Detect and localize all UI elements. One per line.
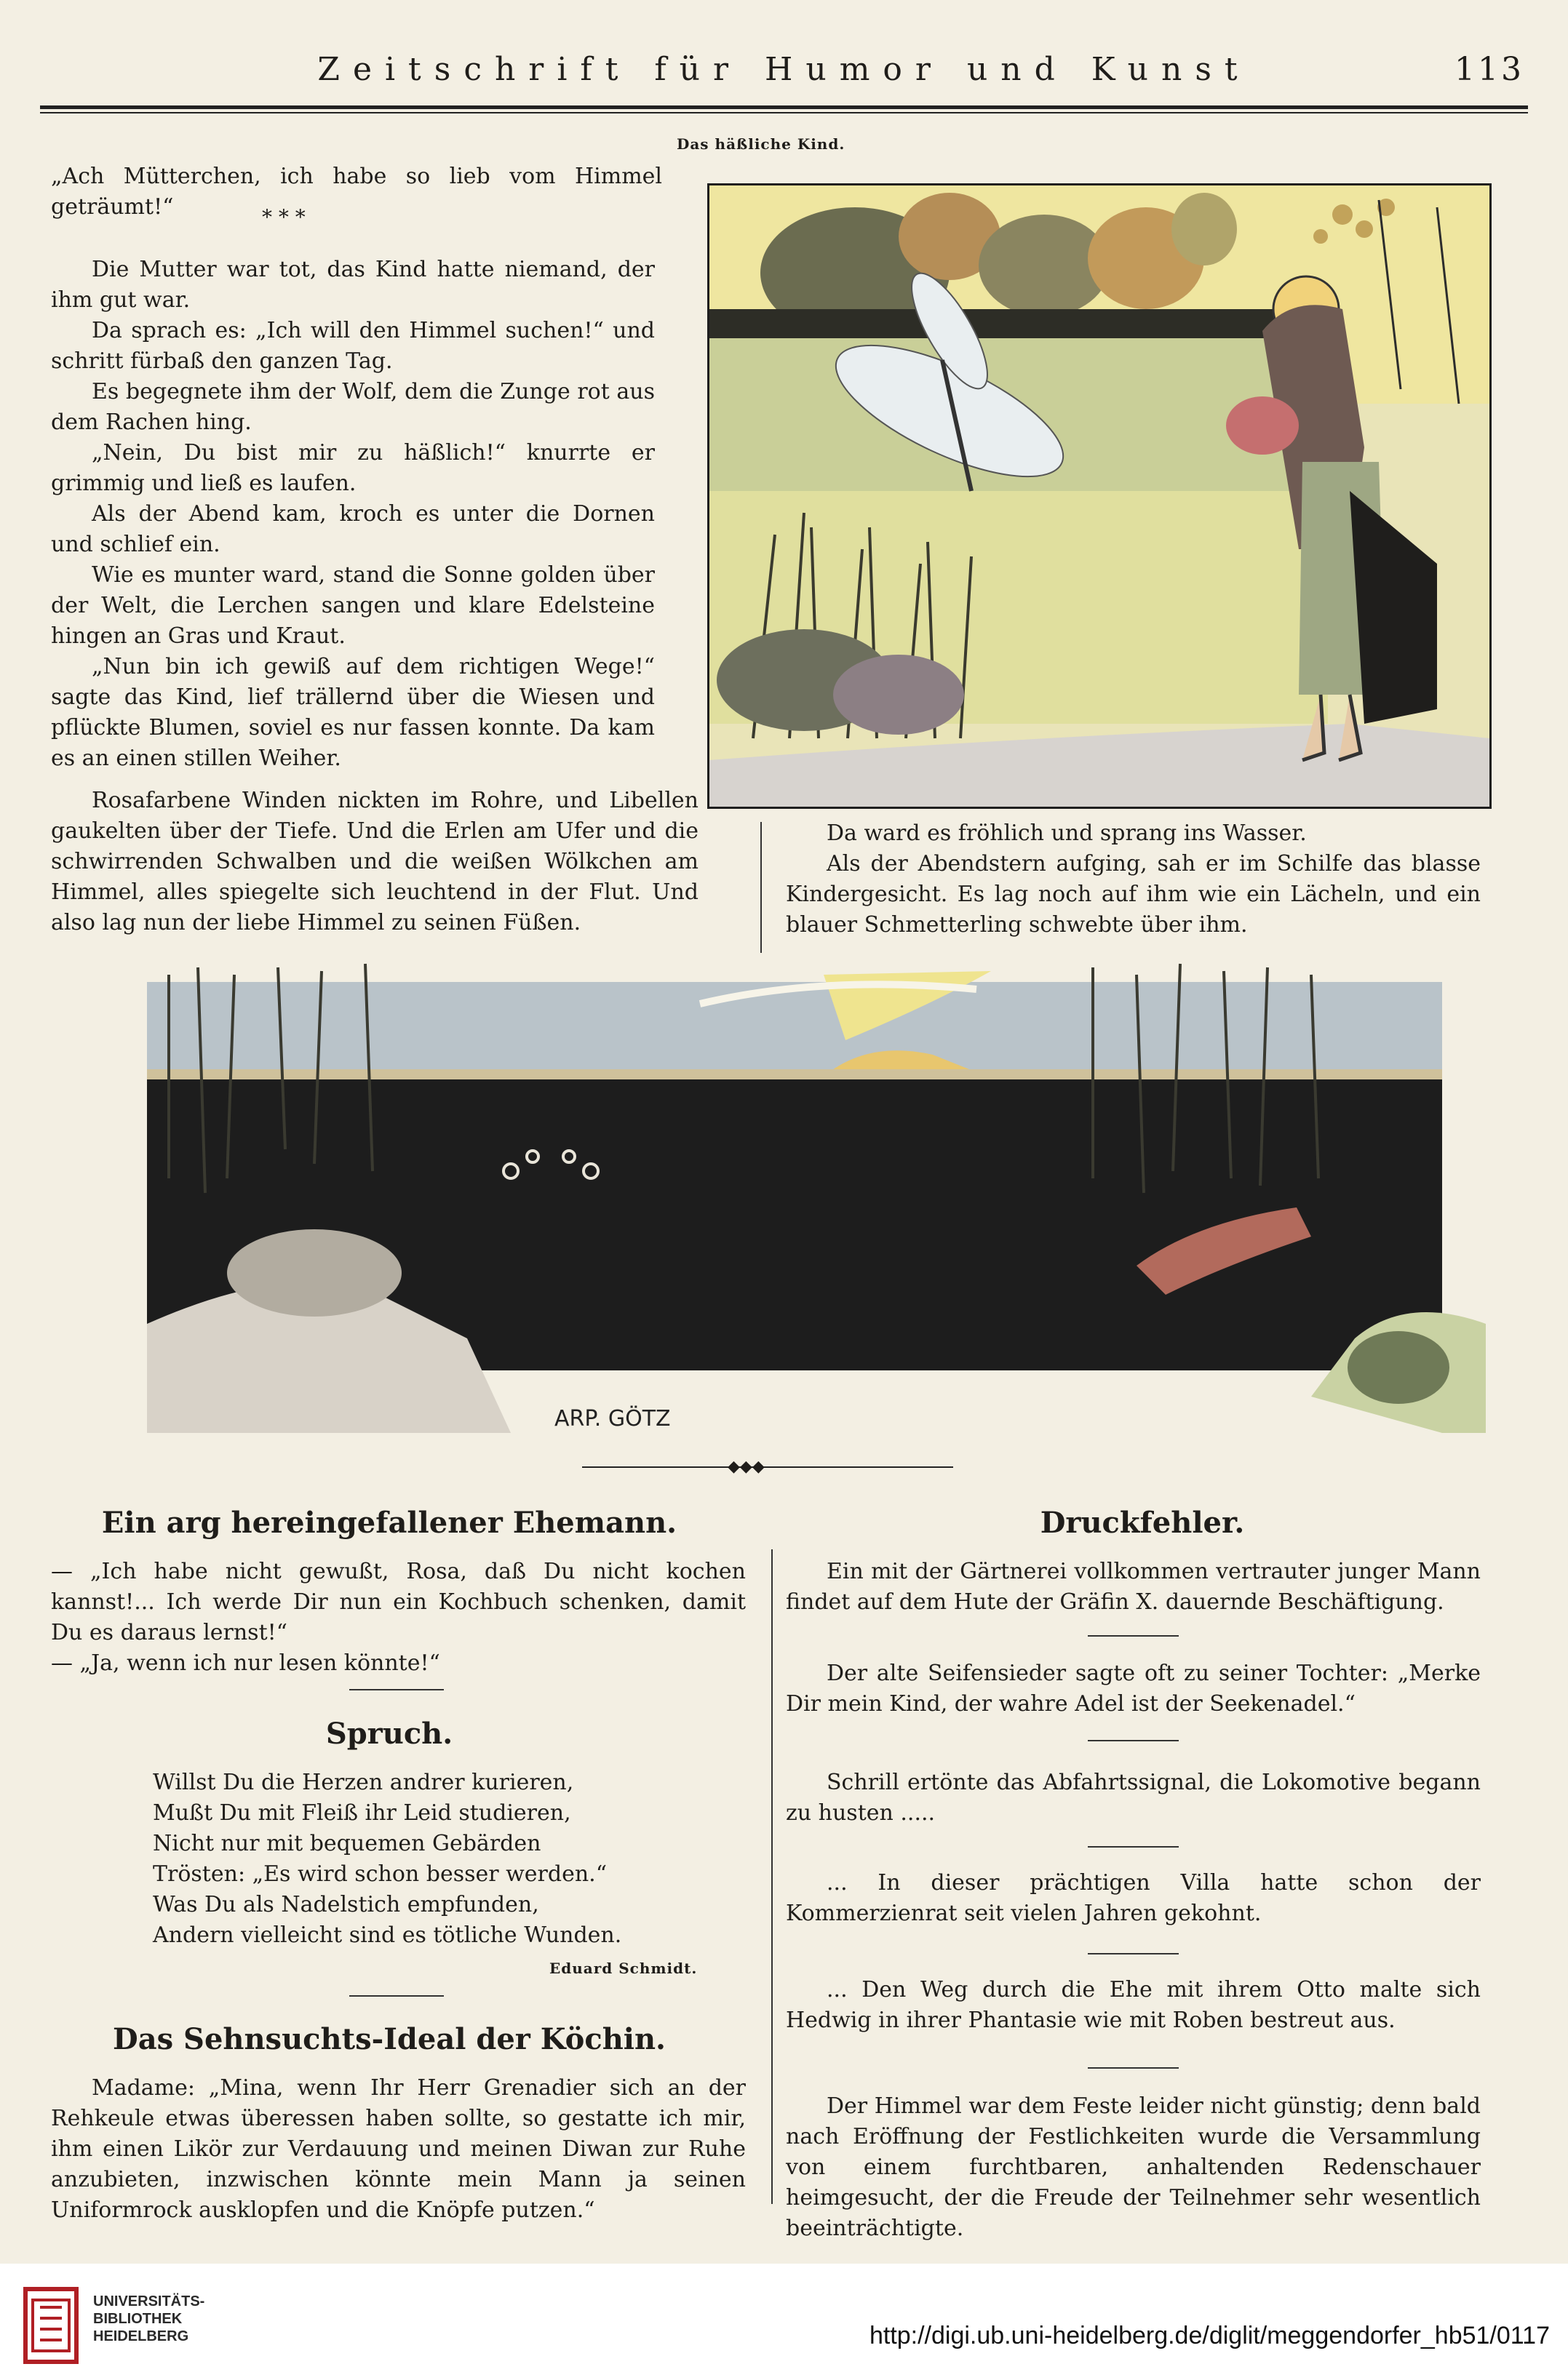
header-rule-thin bbox=[40, 112, 1528, 113]
druckfehler-item bbox=[786, 2091, 1481, 2244]
section-separator bbox=[1088, 1740, 1179, 1741]
section-title-spruch: Spruch. bbox=[325, 1717, 453, 1751]
druckfehler-item bbox=[786, 1868, 1481, 1929]
druckfehler-text: Der Himmel war dem Feste leider nicht günstig; denn bald nach Eröffnung der Festlichkeiten wurde die Versammlung von einem furchtbaren, anhaltenden Redenschauer heimgesucht, der die Freude der Teilnehmer sehr wesentlich beeinträchtigte. bbox=[786, 2093, 1481, 2241]
illustration-girl-at-pond bbox=[707, 183, 1492, 809]
story-right-column bbox=[786, 818, 1481, 941]
verse-line: Was Du als Nadelstich empfunden, bbox=[153, 1892, 539, 1917]
pond-illustration-image bbox=[709, 185, 1489, 807]
library-name-line: BIBLIOTHEK bbox=[93, 2311, 183, 2327]
digitization-footer bbox=[0, 2264, 1568, 2380]
section-stars: * * * bbox=[262, 205, 306, 229]
header-rule bbox=[40, 105, 1528, 109]
druckfehler-item bbox=[786, 1557, 1481, 1618]
story-paragraph: Die Mutter war tot, das Kind hatte niemand, der ihm gut war. bbox=[51, 257, 655, 313]
druckfehler-text: Der alte Seifensieder sagte oft zu seiner Tochter: „Merke Dir mein Kind, der wahre Adel ist der Seekenadel.“ bbox=[786, 1661, 1481, 1717]
druckfehler-text: Schrill ertönte das Abfahrtssignal, die Lokomotive begann zu husten ..... bbox=[786, 1770, 1481, 1826]
verse-line: Nicht nur mit bequemen Gebärden bbox=[153, 1831, 541, 1856]
section-title-druckfehler: Druckfehler. bbox=[1040, 1506, 1245, 1540]
story-paragraph: „Nun bin ich gewiß auf dem richtigen Wege!“ sagte das Kind, lief trällernd über die Wiesen und pflückte Blumen, soviel es nur fassen konnte. Da kam es an einen stillen Weiher. bbox=[51, 654, 655, 771]
verse-line: Trösten: „Es wird schon besser werden.“ bbox=[153, 1861, 608, 1887]
druckfehler-item bbox=[786, 1768, 1481, 1829]
spruch-author: Eduard Schmidt. bbox=[549, 1960, 698, 1977]
koechin-paragraph: Madame: „Mina, wenn Ihr Herr Grenadier sich an der Rehkeule etwas überessen haben sollte, so gestatte ich mir, ihm einen Likör zur Verdauung und meinen Diwan zur Ruhe anzubieten, inzwischen könnte mein Mann ja seinen Uniformrock ausklopfen und die Knöpfe putzen.“ bbox=[51, 2075, 746, 2223]
spruch-verses bbox=[153, 1768, 706, 1951]
library-logo-icon bbox=[18, 2285, 84, 2365]
verse-line: Mußt Du mit Fleiß ihr Leid studieren, bbox=[153, 1800, 571, 1826]
story-paragraph: Als der Abendstern aufging, sah er im Schilfe das blasse Kindergesicht. Es lag noch auf ihm wie ein Lächeln, und ein blauer Schmetterling schwebte über ihm. bbox=[786, 851, 1481, 938]
library-name bbox=[93, 2293, 204, 2345]
section-title-koechin: Das Sehnsuchts-Ideal der Köchin. bbox=[113, 2022, 666, 2056]
story-paragraph: Es begegnete ihm der Wolf, dem die Zunge rot aus dem Rachen hing. bbox=[51, 379, 655, 435]
library-name-line: HEIDELBERG bbox=[93, 2328, 189, 2344]
druckfehler-text: ... In dieser prächtigen Villa hatte schon der Kommerzienrat seit vielen Jahren gekohnt. bbox=[786, 1870, 1481, 1926]
ornament-icon: ◆◆◆ bbox=[728, 1458, 765, 1476]
story-paragraph: Da ward es fröhlich und sprang ins Wasser. bbox=[827, 820, 1307, 846]
story-opening-line bbox=[51, 161, 662, 223]
ornament-divider bbox=[582, 1466, 953, 1468]
source-url-link[interactable]: http://digi.ub.uni-heidelberg.de/diglit/meggendorfer_hb51/0117 bbox=[869, 2322, 1550, 2349]
underwater-illustration-image bbox=[60, 960, 1486, 1433]
illustration-caption: Das häßliche Kind. bbox=[677, 135, 845, 153]
journal-title: Zeitschrift für Humor und Kunst bbox=[317, 51, 1251, 88]
dialogue-line: — „Ja, wenn ich nur lesen könnte!“ bbox=[51, 1650, 440, 1676]
illustrator-signature: ARP. GÖTZ bbox=[554, 1406, 671, 1431]
story-wide-paragraph bbox=[51, 786, 699, 938]
section-separator bbox=[349, 1995, 444, 1997]
koechin-text bbox=[51, 2073, 746, 2226]
druckfehler-text: Ein mit der Gärtnerei vollkommen vertrauter junger Mann findet auf dem Hute der Gräfin X. dauernde Beschäftigung. bbox=[786, 1559, 1481, 1615]
story-paragraph: Als der Abend kam, kroch es unter die Dornen und schlief ein. bbox=[51, 501, 655, 557]
verse-line: Andern vielleicht sind es tötliche Wunden. bbox=[153, 1922, 622, 1948]
story-paragraph: Rosafarbene Winden nickten im Rohre, und Libellen gaukelten über der Tiefe. Und die Erlen am Ufer und die schwirrenden Schwalben und die weißen Wölkchen am Himmel, alles spiegelte sich leuchtend in der Flut. Und also lag nun der liebe Himmel zu seinen Füßen. bbox=[51, 788, 699, 935]
section-separator bbox=[1088, 2067, 1179, 2069]
column-divider bbox=[760, 822, 762, 953]
story-paragraph: „Nein, Du bist mir zu häßlich!“ knurrte er grimmig und ließ es laufen. bbox=[51, 440, 655, 496]
page-number: 113 bbox=[1454, 51, 1524, 88]
verse-line: Willst Du die Herzen andrer kurieren, bbox=[153, 1770, 574, 1795]
running-head bbox=[44, 51, 1524, 102]
section-separator bbox=[1088, 1846, 1179, 1848]
druckfehler-item bbox=[786, 1658, 1481, 1720]
dialogue-line: — „Ich habe nicht gewußt, Rosa, daß Du nicht kochen kannst!... Ich werde Dir nun ein Kochbuch schenken, damit Du es daraus lernst!“ bbox=[51, 1559, 746, 1645]
section-title-ehemann: Ein arg hereingefallener Ehemann. bbox=[101, 1506, 677, 1540]
story-paragraph: Da sprach es: „Ich will den Himmel suchen!“ und schritt fürbaß den ganzen Tag. bbox=[51, 318, 655, 374]
column-divider bbox=[771, 1549, 773, 2204]
illustration-underwater-scene bbox=[60, 960, 1486, 1433]
druckfehler-text: ... Den Weg durch die Ehe mit ihrem Otto malte sich Hedwig in ihrer Phantasie wie mit Roben bestreut aus. bbox=[786, 1977, 1481, 2033]
section-separator bbox=[1088, 1953, 1179, 1954]
story-column-left bbox=[51, 255, 655, 774]
opening-line: „Ach Mütterchen, ich habe so lieb vom Himmel geträumt!“ bbox=[51, 164, 662, 220]
library-name-line: UNIVERSITÄTS- bbox=[93, 2293, 205, 2309]
section-separator bbox=[349, 1689, 444, 1690]
section-separator bbox=[1088, 1635, 1179, 1637]
story-paragraph: Wie es munter ward, stand die Sonne golden über der Welt, die Lerchen sangen und klare Edelsteine hingen an Gras und Kraut. bbox=[51, 562, 655, 649]
druckfehler-item bbox=[786, 1975, 1481, 2036]
ehemann-dialogue bbox=[51, 1557, 746, 1679]
